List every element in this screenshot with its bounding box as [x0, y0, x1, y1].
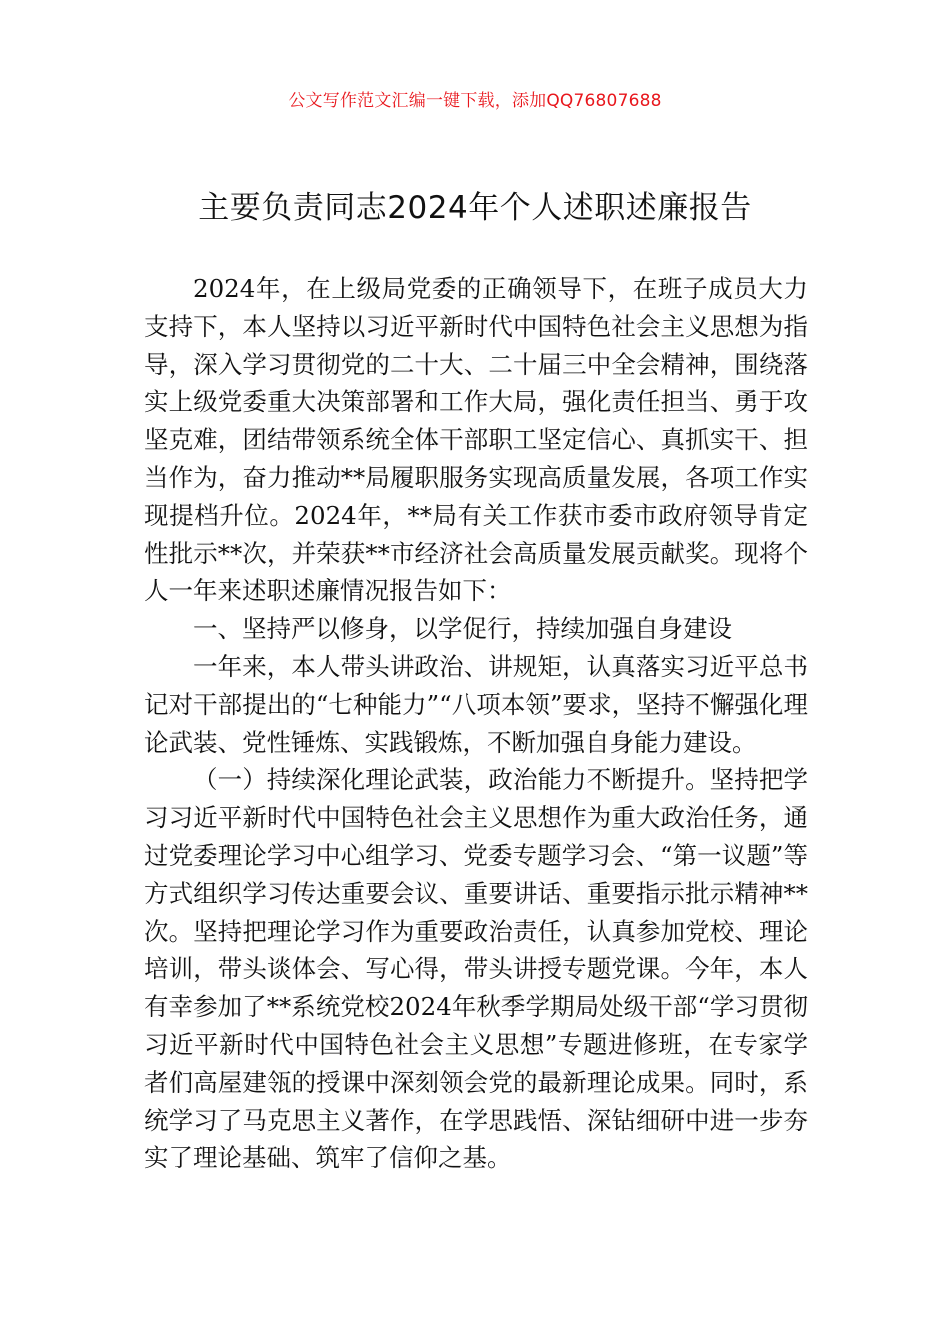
subsection-1-paragraph: （一）持续深化理论武装，政治能力不断提升。坚持把学习习近平新时代中国特色社会主义思想作为重大政治任务，通过党委理论学习中心组学习、党委专题学习会、“第一议题”等方式组织学习传达重要会议、重要讲话、重要指示批示精神**次。坚持把理论学习作为重要政治责任，认真参加党校、理论培训，带头谈体会、写心得，带头讲授专题党课。今年，本人有幸参加了**系统党校2024年秋季学期局处级干部“学习贯彻习近平新时代中国特色社会主义思想”专题进修班，在专家学者们高屋建瓴的授课中深刻领会党的最新理论成果。同时，系统学习了马克思主义著作，在学思践悟、深钻细研中进一步夯实了理论基础、筑牢了信仰之基。 — [144, 765, 808, 1173]
section-heading-1: 一、坚持严以修身，以学促行，持续加强自身建设 — [193, 614, 732, 644]
watermark-text: 公文写作范文汇编一键下载，添加QQ76807688 — [288, 91, 662, 111]
page-title: 主要负责同志2024年个人述职述廉报告 — [198, 190, 752, 226]
document-body — [144, 270, 808, 1177]
intro-paragraph: 2024年，在上级局党委的正确领导下，在班子成员大力支持下，本人坚持以习近平新时代中国特色社会主义思想为指导，深入学习贯彻党的二十大、二十届三中全会精神，围绕落实上级党委重大决策部署和工作大局，强化责任担当、勇于攻坚克难，团结带领系统全体干部职工坚定信心、真抓实干、担当作为，奋力推动**局履职服务实现高质量发展，各项工作实现提档升位。2024年，**局有关工作获市委市政府领导肯定性批示**次，并荣获**市经济社会高质量发展贡献奖。现将个人一年来述职述廉情况报告如下： — [144, 274, 808, 606]
section-1-paragraph: 一年来，本人带头讲政治、讲规矩，认真落实习近平总书记对干部提出的“七种能力”“八项本领”要求，坚持不懈强化理论武装、党性锤炼、实践锻炼，不断加强自身能力建设。 — [144, 651, 808, 757]
